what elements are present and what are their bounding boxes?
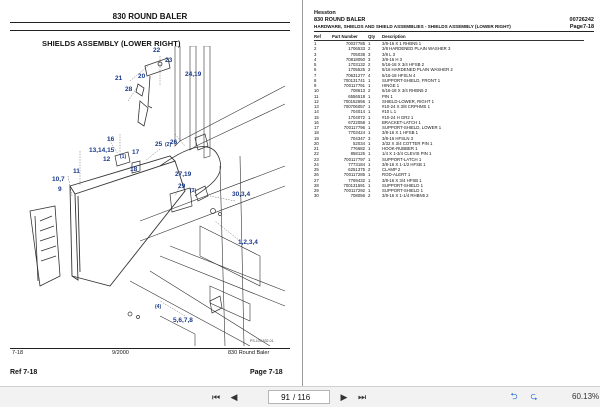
part-qty: 1 (368, 119, 371, 125)
part-description: 3/8-16 H 3 (382, 56, 403, 62)
header-rule (314, 31, 594, 32)
part-description: 3/8 L 3 (382, 51, 395, 57)
callout-paren-1: (1) (120, 154, 127, 160)
part-qty: 2 (368, 167, 371, 172)
part-number: 700117292 (343, 188, 365, 193)
part-qty: 1 (368, 172, 371, 178)
callout-9: 9 (58, 186, 62, 193)
part-number: 700152656 (343, 98, 365, 104)
part-description: 3/8-16 X 3/4 HFSB 1 (382, 177, 422, 183)
part-ref: 14 (314, 109, 319, 115)
shield-support-lower (30, 206, 60, 286)
part-number: 704347 (350, 135, 365, 141)
callout-28: 28 (125, 86, 133, 93)
parts-heading: HARDWARE, SHIELDS AND SHIELD ASSEMBLIES - SHIELDS ASSEMBLY (LOWER RIGHT) (314, 24, 511, 29)
part-description: 5/16-18 X 3/4 HFSB 2 (382, 62, 425, 67)
part-number: 7769432 (348, 177, 365, 183)
callout-27-19: 27,19 (175, 171, 192, 178)
last-page-button[interactable] (356, 391, 368, 403)
part-description: 3/8-16 X 1-1/2 HFSB 1 (382, 161, 426, 167)
part-qty: 2 (368, 88, 371, 94)
page-ref: Page7-18 (569, 24, 594, 30)
part-qty: 1 (368, 98, 371, 104)
callout-1-2-3-4: 1,2,3,4 (238, 239, 258, 246)
callout-16: 16 (107, 136, 115, 143)
last-page-icon: ⏭ (357, 391, 367, 402)
callout-24-19: 24,19 (185, 71, 202, 78)
part-number: 704014 (350, 109, 365, 115)
part-qty: 1 (368, 156, 371, 162)
part-qty: 3 (368, 56, 371, 62)
page-label: Page 7-18 (250, 369, 283, 376)
part-ref: 28 (314, 182, 319, 188)
page-title: 830 ROUND BALER (112, 12, 188, 21)
part-description: SUPPORT-SHIELD 1 (382, 188, 423, 193)
prev-page-button[interactable] (228, 391, 240, 403)
callout-18: 18 (130, 166, 138, 173)
table-row (314, 193, 584, 198)
forward-button[interactable] (528, 391, 540, 403)
part-description: 1/4 X 1-3/4 CLEVIS PIN 1 (382, 151, 432, 157)
part-qty: 1 (368, 109, 371, 115)
part-number: 708056 (350, 193, 365, 199)
part-qty: 2 (368, 193, 371, 199)
part-qty: 1 (368, 151, 371, 157)
callout-10-7: 10,7 (52, 176, 65, 183)
part-qty: 1 (368, 146, 371, 151)
support-latch (136, 58, 170, 126)
part-ref: 9 (314, 83, 317, 88)
part-description: 3/8-16 X 1 HFSB 1 (382, 130, 419, 136)
part-qty: 2 (368, 46, 371, 52)
page-left (0, 0, 300, 386)
callout-13-14-15: 13,14,15 (89, 147, 115, 154)
callout-20: 20 (138, 73, 146, 80)
part-description: 5/16-18 X 3/4 RHBN5 2 (382, 88, 428, 94)
section-rule (10, 30, 290, 31)
parts-table (314, 34, 584, 199)
callout-paren-3: (3) (190, 188, 197, 194)
part-number: 776682 (350, 146, 365, 151)
part-number: 1703132 (348, 62, 365, 67)
part-qty: 1 (368, 130, 371, 136)
part-number: 52034 (353, 140, 365, 146)
part-ref: 1 (314, 41, 317, 46)
prev-page-icon: ◀ (230, 391, 238, 402)
part-qty: 1 (368, 93, 371, 99)
part-qty: 1 (368, 161, 371, 167)
part-qty: 1 (368, 177, 371, 183)
parts-table-body (314, 41, 584, 199)
callout-21: 21 (115, 75, 123, 82)
part-ref: 26 (314, 172, 319, 178)
part-ref: 8 (314, 77, 317, 83)
part-description: 3/8 HARDENED PLAIN WASHER 3 (382, 46, 451, 52)
callout-25: 25 (155, 141, 163, 148)
col-description: Description (382, 34, 584, 41)
part-ref: 17 (314, 125, 319, 130)
part-qty: 1 (368, 41, 371, 46)
part-qty: 1 (368, 140, 371, 146)
part-description: ROD-ALERT 1 (382, 172, 411, 178)
part-qty: 1 (368, 182, 371, 188)
part-description: SUPPORT-SHIELD, LOWER 1 (382, 125, 442, 130)
part-qty: 1 (368, 125, 371, 130)
part-qty: 4 (368, 72, 371, 78)
part-description: 3/8-16 HFSLN 3 (382, 135, 414, 141)
part-ref: 2 (314, 46, 317, 52)
callout-12: 12 (103, 156, 111, 163)
part-qty: 1 (368, 188, 371, 193)
footer-rule (10, 348, 290, 349)
page-number-input[interactable] (272, 392, 290, 403)
part-number: 858126 (350, 151, 365, 157)
part-ref: 4 (314, 56, 317, 62)
part-ref: 23 (314, 156, 319, 162)
part-description: 5/16 HARDENED PLAIN WASHER 2 (382, 67, 453, 73)
part-ref: 30 (314, 193, 319, 199)
part-description: PIN 1 (382, 93, 393, 99)
part-number: 700117797 (343, 156, 365, 162)
part-ref: 10 (314, 88, 319, 94)
col-ref: Ref (314, 34, 332, 41)
part-number: 705038 (350, 51, 365, 57)
part-number: 700117791 (343, 83, 365, 88)
part-ref: 15 (314, 114, 319, 120)
part-description: #10-24 X 3/8 CRPHMS 1 (382, 104, 431, 109)
part-ref: 12 (314, 98, 319, 104)
part-number: 700706057 (343, 104, 365, 109)
part-description: HOOK-RUBBER 1 (382, 146, 418, 151)
zoom-level[interactable]: 60.13% (572, 392, 600, 401)
next-page-icon: ▶ (340, 391, 348, 402)
part-number: 700117285 (343, 172, 365, 178)
callout-17: 17 (132, 149, 140, 156)
part-ref: 20 (314, 140, 319, 146)
figure-code: PS-103 832-01 (250, 339, 274, 343)
ref-label: Ref 7-18 (10, 369, 38, 376)
exploded-parts-diagram (10, 46, 290, 346)
part-ref: 18 (314, 130, 319, 136)
callout-23: 23 (165, 57, 173, 64)
next-page-button[interactable] (338, 391, 350, 403)
forward-icon: ⮎ (530, 391, 538, 401)
callout-26: 26 (170, 139, 178, 146)
part-description: SUPPORT-SHIELD, FRONT 1 (382, 77, 441, 83)
part-number: 70818050 (345, 56, 365, 62)
part-description: 3/8-16 X 1-1/4 RHBN5 2 (382, 193, 429, 199)
back-button[interactable] (508, 391, 520, 403)
part-description: SUPPORT-SHIELD 1 (382, 182, 423, 188)
part-description: 3/32 X 3/4 COTTER PIN 1 (382, 140, 433, 146)
part-number: 1706533 (348, 46, 365, 52)
part-ref: 13 (314, 104, 319, 109)
callouts (52, 47, 258, 324)
first-page-button[interactable] (210, 391, 222, 403)
part-description: #10 L 1 (382, 109, 397, 115)
part-description: SUPPORT-LATCH 1 (382, 156, 422, 162)
part-number: 6556518 (348, 93, 365, 99)
page-navigator (268, 390, 330, 404)
part-ref: 3 (314, 51, 317, 57)
part-number: 7703424 (348, 130, 365, 136)
doc-number: 00726242 (569, 17, 594, 23)
part-number: 1704072 (348, 114, 365, 120)
part-number: 6251375 (348, 167, 365, 172)
part-description: SHIELD-LOWER, RIGHT 1 (382, 98, 434, 104)
callout-30-3-4: 30,3,4 (232, 191, 251, 198)
part-description: #10-24 H GR2 1 (382, 114, 414, 120)
callout-22: 22 (153, 47, 161, 54)
part-number: 700131591 (343, 182, 365, 188)
part-qty: 1 (368, 114, 371, 120)
part-number: 700131741 (343, 77, 365, 83)
part-ref: 5 (314, 62, 317, 67)
callout-paren-4: (4) (155, 304, 162, 310)
part-qty: 2 (368, 62, 371, 67)
callout-11: 11 (73, 168, 80, 175)
part-ref: 25 (314, 167, 319, 172)
back-icon: ⮌ (510, 391, 518, 401)
part-ref: 16 (314, 119, 319, 125)
title-rule (10, 22, 290, 23)
page-divider (302, 0, 303, 386)
callout-29: 29 (178, 183, 186, 190)
part-ref: 24 (314, 161, 319, 167)
part-number: 6722058 (348, 119, 365, 125)
part-qty: 2 (368, 67, 371, 73)
part-description: HINGE 1 (382, 83, 400, 88)
part-number: 7773184 (348, 161, 365, 167)
brand-name: Hesston (314, 10, 336, 16)
part-ref: 6 (314, 67, 317, 73)
page-right (306, 0, 600, 386)
footer-date: 9/2000 (112, 350, 129, 356)
footer-left: 7-18 (12, 350, 24, 356)
part-ref: 29 (314, 188, 319, 193)
first-page-icon: ⏮ (211, 391, 221, 402)
part-qty: 1 (368, 104, 371, 109)
part-description: CLAMP 2 (382, 167, 401, 172)
part-qty: 1 (368, 83, 371, 88)
part-qty: 3 (368, 135, 371, 141)
part-ref: 7 (314, 72, 317, 78)
part-ref: 11 (314, 93, 319, 99)
part-ref: 19 (314, 135, 319, 141)
part-ref: 22 (314, 151, 319, 157)
part-number: 1705525 (348, 67, 365, 73)
viewer-toolbar (0, 386, 600, 407)
total-pages: / 116 (293, 392, 311, 402)
part-qty: 1 (368, 77, 371, 83)
part-number: 70037785 (345, 41, 365, 46)
callout-5-6-7-8: 5,6,7,8 (173, 317, 193, 324)
brackets-hardware (115, 134, 222, 319)
footer-product: 830 Round Baler (228, 350, 270, 356)
part-number: 700117796 (343, 125, 365, 130)
part-ref: 27 (314, 177, 319, 183)
part-qty: 3 (368, 51, 371, 57)
part-description: 3/8-16 X 1 RHBN5 1 (382, 41, 422, 46)
part-ref: 21 (314, 146, 319, 151)
part-number: 708613 (350, 88, 365, 94)
part-description: BRACKET-LATCH 1 (382, 119, 421, 125)
leader-lines (68, 56, 240, 316)
col-part-number: Part Number (332, 34, 368, 41)
part-description: 5/16-18 HFSLN 4 (382, 72, 416, 78)
product-name: 830 ROUND BALER (314, 17, 366, 23)
part-number: 70631277 (345, 72, 365, 78)
callout-paren-2: (2) (165, 142, 172, 148)
section-title: SHIELDS ASSEMBLY (LOWER RIGHT) (42, 39, 181, 48)
col-qty: Qty (368, 34, 382, 41)
shield-panel (70, 156, 185, 286)
